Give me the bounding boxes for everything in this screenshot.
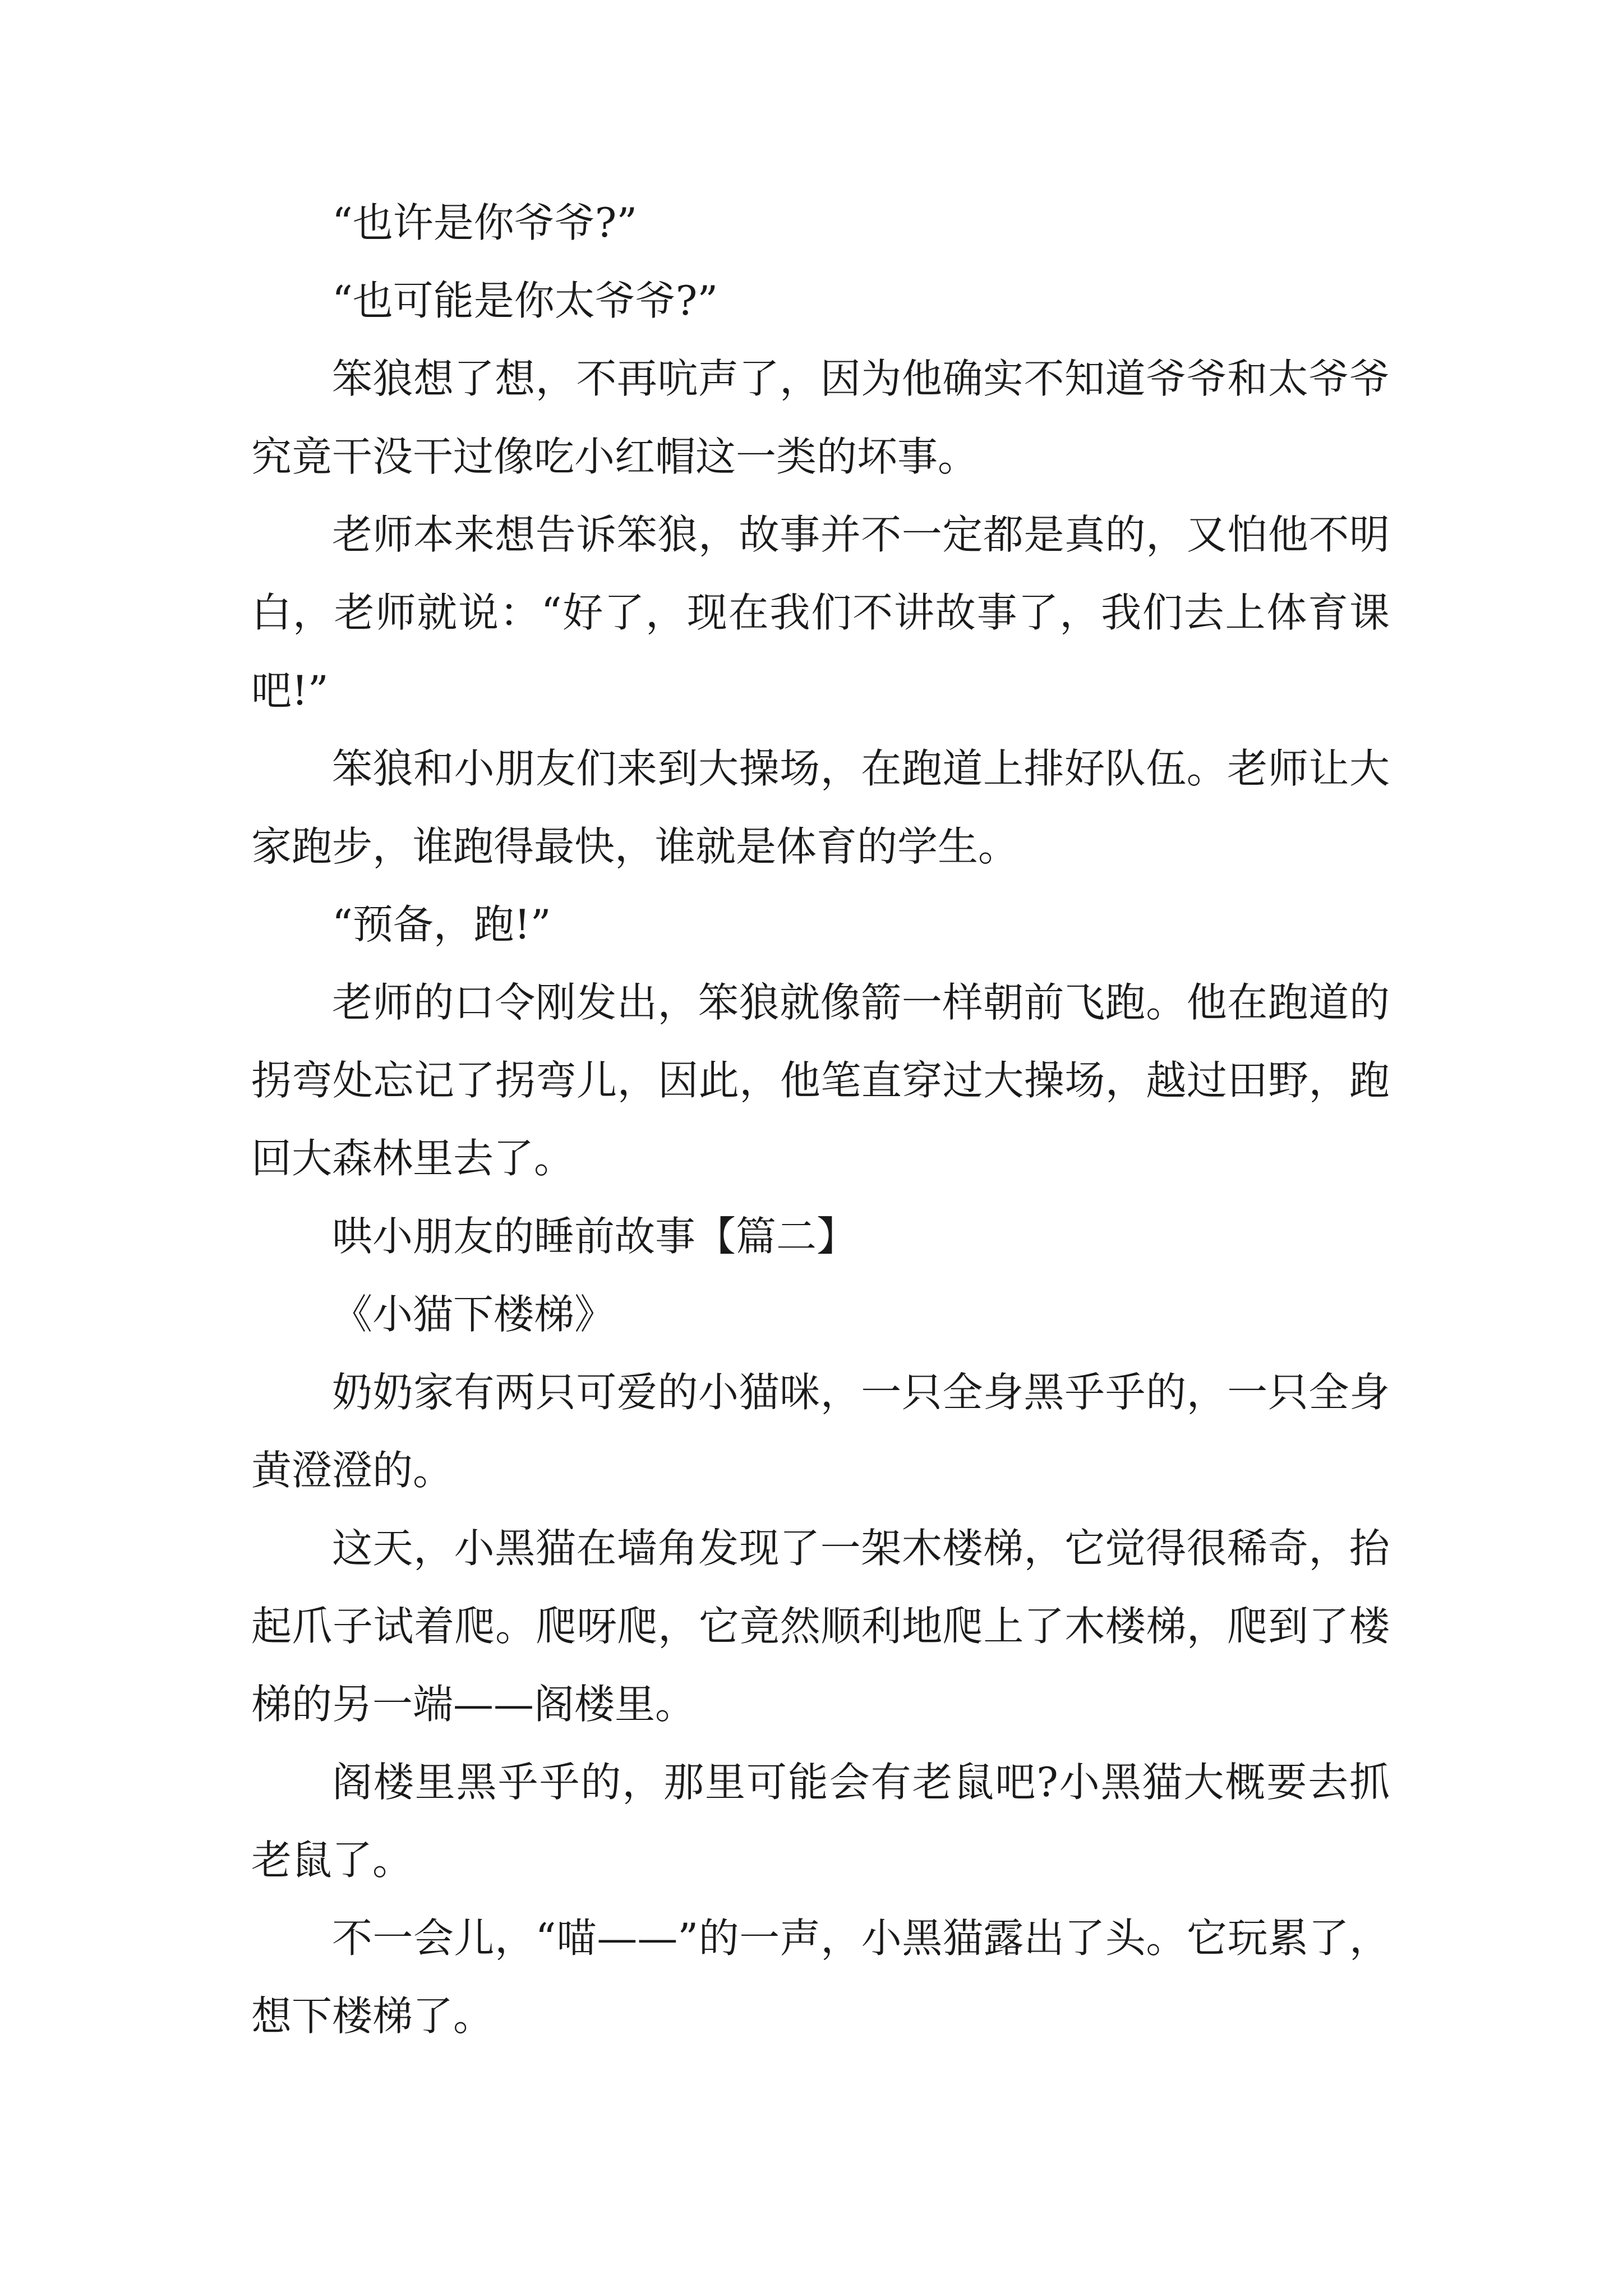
paragraph: “预备，跑!” xyxy=(332,901,551,948)
paragraph: 笨狼和小朋友们来到大操场，在跑道上排好队伍。老师让大家跑步，谁跑得最快，谁就是体育的学生。 xyxy=(251,745,1390,870)
paragraph: 笨狼想了想，不再吭声了，因为他确实不知道爷爷和太爷爷究竟干没干过像吃小红帽这一类的坏事。 xyxy=(251,355,1390,480)
paragraph: “也许是你爷爷?” xyxy=(332,199,638,246)
story-title: 《小猫下楼梯》 xyxy=(332,1291,615,1338)
paragraph: “也可能是你太爷爷?” xyxy=(332,277,718,324)
paragraph: 不一会儿，“喵——”的一声，小黑猫露出了头。它玩累了，想下楼梯了。 xyxy=(251,1915,1390,2040)
section-heading: 哄小朋友的睡前故事【篇二】 xyxy=(332,1213,857,1260)
paragraph: 老师的口令刚发出，笨狼就像箭一样朝前飞跑。他在跑道的拐弯处忘记了拐弯儿，因此，他笔直穿过大操场，越过田野，跑回大森林里去了。 xyxy=(251,979,1390,1182)
paragraph: 阁楼里黑乎乎的，那里可能会有老鼠吧?小黑猫大概要去抓老鼠了。 xyxy=(251,1759,1390,1884)
document-body xyxy=(251,184,1390,2055)
paragraph: 这天，小黑猫在墙角发现了一架木楼梯，它觉得很稀奇，抬起爪子试着爬。爬呀爬，它竟然顺利地爬上了木楼梯，爬到了楼梯的另一端——阁楼里。 xyxy=(251,1525,1390,1728)
paragraph: 奶奶家有两只可爱的小猫咪，一只全身黑乎乎的，一只全身黄澄澄的。 xyxy=(251,1369,1390,1494)
paragraph: 老师本来想告诉笨狼，故事并不一定都是真的，又怕他不明白，老师就说：“好了，现在我们不讲故事了，我们去上体育课吧!” xyxy=(251,511,1390,714)
